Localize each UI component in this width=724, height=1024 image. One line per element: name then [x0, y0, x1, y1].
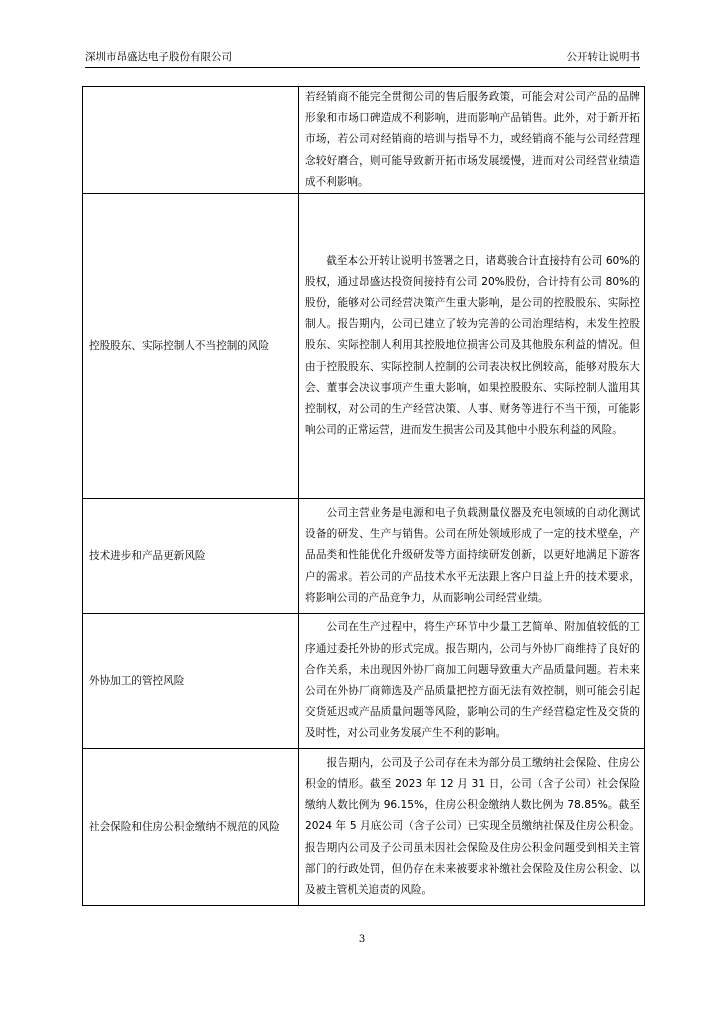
risk-description-cell: 报告期内，公司及子公司存在未为部分员工缴纳社会保险、住房公积金的情形。截至 2023 年 12 月 31 日，公司（含子公司）社会保险缴纳人数比例为 96.15%，住房公积金缴纳人数比例为 78.85%。截至 2024 年 5 月底公司（含子公司）已实现全员缴纳社保及住房公积金。报告期内公司及子公司虽未因社会保险及住房公积金问题受到相关主管部门的行政处罚，但仍存在未来被要求补缴社会保险及住房公积金、以及被主管机关追责的风险。 [299, 749, 645, 906]
risk-name-cell: 技术进步和产品更新风险 [83, 499, 299, 614]
risk-description-cell: 截至本公开转让说明书签署之日，诸葛骏合计直接持有公司 60%的股权，通过昂盛达投资间接持有公司 20%股份，合计持有公司 80%的股份，能够对公司经营决策产生重大影响，是公司的控股股东、实际控制人。报告期内，公司已建立了较为完善的公司治理结构，未发生控股股东、实际控制人利用其控股地位损害公司及其他股东利益的情况。但由于控股股东、实际控制人控制的公司表决权比例较高，能够对股东大会、董事会决议事项产生重大影响，如果控股股东、实际控制人滥用其控制权，对公司的生产经营决策、人事、财务等进行不当干预，可能影响公司的正常运营，进而发生损害公司及其他中小股东利益的风险。 [299, 194, 645, 499]
risk-name-cell [83, 87, 299, 194]
risk-name-cell: 控股股东、实际控制人不当控制的风险 [83, 194, 299, 499]
page-header [85, 48, 640, 66]
company-name: 深圳市昂盛达电子股份有限公司 [85, 51, 232, 63]
header-divider [85, 67, 640, 68]
risk-name-cell: 外协加工的管控风险 [83, 614, 299, 749]
table-row [83, 87, 645, 194]
risk-description-cell: 若经销商不能完全贯彻公司的售后服务政策，可能会对公司产品的品牌形象和市场口碑造成不利影响，进而影响产品销售。此外，对于新开拓市场，若公司对经销商的培训与指导不力，或经销商不能与公司经营理念较好磨合，则可能导致新开拓市场发展缓慢，进而对公司经营业绩造成不利影响。 [299, 87, 645, 194]
risk-table [82, 86, 645, 906]
page-number: 3 [358, 934, 366, 945]
table-row [83, 194, 645, 499]
table-row [83, 749, 645, 906]
table-row [83, 499, 645, 614]
table-row [83, 614, 645, 749]
risk-description-cell: 公司在生产过程中，将生产环节中少量工艺简单、附加值较低的工序通过委托外协的形式完成。报告期内，公司与外协厂商维持了良好的合作关系，未出现因外协厂商加工问题导致重大产品质量问题。若未来公司在外协厂商筛选及产品质量把控方面无法有效控制，则可能会引起交货延迟或产品质量问题等风险，影响公司的生产经营稳定性及交货的及时性，对公司业务发展产生不利的影响。 [299, 614, 645, 749]
document-title: 公开转让说明书 [566, 51, 640, 63]
risk-description-cell: 公司主营业务是电源和电子负载测量仪器及充电领域的自动化测试设备的研发、生产与销售。公司在所处领域形成了一定的技术壁垒，产品品类和性能优化升级研发等方面持续研发创新，以更好地满足下游客户的需求。若公司的产品技术水平无法跟上客户日益上升的技术要求，将影响公司的产品竞争力，从而影响公司经营业绩。 [299, 499, 645, 614]
risk-name-cell: 社会保险和住房公积金缴纳不规范的风险 [83, 749, 299, 906]
